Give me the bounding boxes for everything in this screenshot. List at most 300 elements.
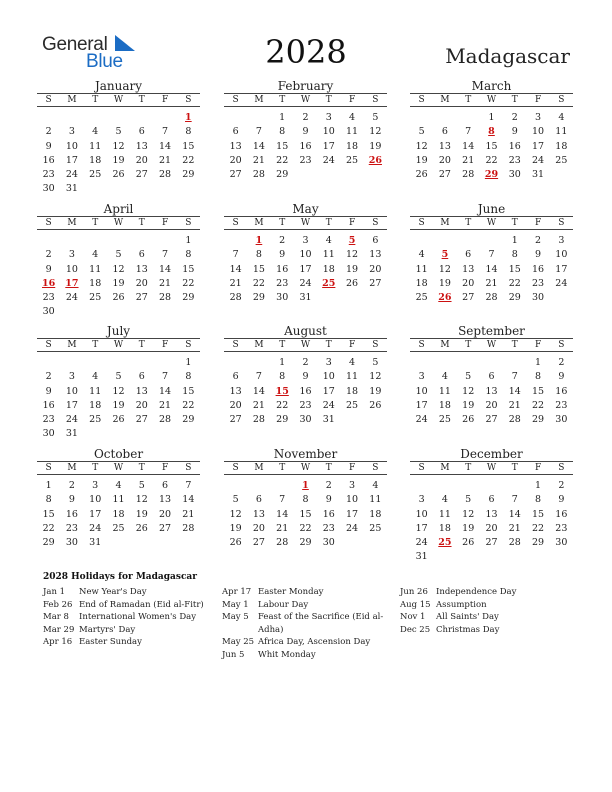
day-cell: 21 xyxy=(462,154,475,166)
weekday-label: S xyxy=(418,340,425,350)
holiday-day-cell: 25 xyxy=(438,537,452,549)
day-cell: 1 xyxy=(279,112,286,123)
day-cell: 21 xyxy=(159,277,172,289)
day-cell: 19 xyxy=(112,277,125,289)
day-grid xyxy=(224,111,387,182)
month-title: February xyxy=(277,79,334,93)
day-cell: 2 xyxy=(325,480,332,491)
day-cell: 28 xyxy=(485,292,498,304)
day-cell: 27 xyxy=(229,169,242,181)
day-cell: 22 xyxy=(252,277,265,289)
empty-day-cell xyxy=(433,234,456,248)
day-cell: 19 xyxy=(462,399,475,411)
holiday-name: Assumption xyxy=(436,599,487,610)
day-cell: 18 xyxy=(555,140,568,152)
day-cell: 2 xyxy=(45,126,52,138)
day-cell: 10 xyxy=(532,126,545,138)
month-title: November xyxy=(273,447,338,461)
day-cell: 31 xyxy=(415,551,428,563)
day-cell: 11 xyxy=(555,126,568,138)
day-cell: 18 xyxy=(438,522,451,534)
weekday-header xyxy=(37,338,200,352)
day-cell: 18 xyxy=(346,385,359,397)
day-cell: 17 xyxy=(415,399,428,411)
day-cell: 20 xyxy=(252,522,265,534)
day-cell: 25 xyxy=(555,154,568,166)
empty-day-cell xyxy=(107,234,130,248)
day-cell: 30 xyxy=(65,537,78,549)
day-cell: 7 xyxy=(162,126,169,138)
logo-text-general: General xyxy=(42,34,108,55)
day-grid xyxy=(224,356,387,427)
day-cell: 19 xyxy=(229,522,242,534)
day-cell: 2 xyxy=(558,480,565,491)
month-title: June xyxy=(477,202,506,216)
month-title: March xyxy=(471,79,512,93)
day-cell: 21 xyxy=(252,154,265,166)
day-cell: 12 xyxy=(369,126,382,138)
empty-day-cell xyxy=(271,479,294,493)
day-cell: 10 xyxy=(415,508,428,520)
weekday-label: S xyxy=(185,95,192,105)
holiday-day-cell: 16 xyxy=(42,277,56,289)
day-cell: 1 xyxy=(185,235,192,246)
day-cell: 23 xyxy=(532,277,545,289)
holiday-day-cell: 29 xyxy=(484,169,499,181)
day-cell: 18 xyxy=(89,399,102,411)
day-cell: 17 xyxy=(65,399,78,411)
day-cell: 26 xyxy=(462,537,475,549)
day-cell: 10 xyxy=(322,371,335,383)
day-cell: 20 xyxy=(485,522,498,534)
holiday-name: Easter Monday xyxy=(258,587,324,597)
month-april xyxy=(37,202,200,320)
holiday-day-cell: 25 xyxy=(322,277,336,289)
day-cell: 3 xyxy=(325,112,332,123)
empty-day-cell xyxy=(130,234,153,248)
day-cell: 8 xyxy=(279,371,286,383)
day-cell: 4 xyxy=(92,249,99,261)
holiday-item xyxy=(400,611,572,624)
day-cell: 6 xyxy=(465,249,472,261)
day-cell: 21 xyxy=(182,508,195,520)
day-cell: 27 xyxy=(485,537,498,549)
day-grid xyxy=(410,111,573,182)
day-cell: 13 xyxy=(229,140,242,152)
day-cell: 6 xyxy=(138,126,145,138)
day-cell: 8 xyxy=(279,126,286,138)
day-cell: 11 xyxy=(89,385,102,397)
holiday-item xyxy=(222,649,394,662)
holiday-name: Feast of the Sacrifice (Eid al-Adha) xyxy=(258,612,384,635)
empty-day-cell xyxy=(224,111,247,125)
empty-day-cell xyxy=(433,356,456,370)
weekday-label: T xyxy=(511,218,518,228)
day-cell: 24 xyxy=(322,399,335,411)
empty-day-cell xyxy=(503,479,526,493)
day-cell: 23 xyxy=(276,277,289,289)
day-cell: 7 xyxy=(255,126,262,138)
holiday-name: Christmas Day xyxy=(436,624,500,635)
weekday-label: T xyxy=(511,463,518,473)
day-cell: 23 xyxy=(42,292,55,304)
day-cell: 22 xyxy=(299,522,312,534)
day-cell: 21 xyxy=(276,522,289,534)
day-cell: 12 xyxy=(462,508,475,520)
day-cell: 25 xyxy=(89,292,102,304)
day-cell: 2 xyxy=(302,357,309,368)
day-cell: 29 xyxy=(182,414,195,426)
weekday-label: T xyxy=(511,340,518,350)
holiday-column xyxy=(400,586,572,636)
day-cell: 15 xyxy=(485,140,498,152)
day-cell: 13 xyxy=(485,508,498,520)
holiday-name: Whit Monday xyxy=(258,649,316,660)
holiday-name: Independence Day xyxy=(436,587,517,597)
day-cell: 1 xyxy=(45,480,52,491)
day-cell: 4 xyxy=(418,249,425,261)
day-cell: 30 xyxy=(299,414,312,426)
weekday-label: S xyxy=(372,340,379,350)
day-cell: 24 xyxy=(299,277,312,289)
day-cell: 22 xyxy=(485,154,498,166)
weekday-label: T xyxy=(465,340,472,350)
empty-day-cell xyxy=(480,479,503,493)
day-cell: 27 xyxy=(135,292,148,304)
day-cell: 3 xyxy=(325,357,332,368)
day-cell: 21 xyxy=(159,154,172,166)
day-cell: 7 xyxy=(162,249,169,261)
weekday-header xyxy=(37,461,200,475)
day-cell: 26 xyxy=(415,169,428,181)
weekday-label: M xyxy=(440,95,450,105)
day-cell: 20 xyxy=(159,508,172,520)
weekday-label: M xyxy=(440,340,450,350)
weekday-label: T xyxy=(325,463,332,473)
weekday-label: M xyxy=(67,218,77,228)
day-cell: 7 xyxy=(255,371,262,383)
day-cell: 25 xyxy=(89,169,102,181)
month-february xyxy=(224,79,387,182)
holiday-day-cell: 26 xyxy=(438,292,452,304)
day-cell: 17 xyxy=(555,263,568,275)
day-cell: 3 xyxy=(92,480,99,491)
day-cell: 23 xyxy=(299,399,312,411)
holiday-date: Jan 1 xyxy=(43,587,66,597)
weekday-label: T xyxy=(511,95,518,105)
day-cell: 29 xyxy=(299,537,312,549)
weekday-label: T xyxy=(325,218,332,228)
day-cell: 19 xyxy=(462,522,475,534)
day-cell: 12 xyxy=(112,385,125,397)
holiday-date: Nov 1 xyxy=(400,612,426,623)
day-grid xyxy=(410,356,573,427)
day-cell: 14 xyxy=(159,140,172,152)
weekday-label: M xyxy=(440,463,450,473)
empty-day-cell xyxy=(457,234,480,248)
day-cell: 19 xyxy=(112,399,125,411)
empty-day-cell xyxy=(130,356,153,370)
day-cell: 14 xyxy=(462,140,475,152)
day-cell: 11 xyxy=(438,508,451,520)
empty-day-cell xyxy=(84,234,107,248)
day-cell: 29 xyxy=(532,537,545,549)
day-cell: 11 xyxy=(89,263,102,275)
day-cell: 12 xyxy=(229,508,242,520)
day-cell: 28 xyxy=(508,414,521,426)
weekday-label: S xyxy=(45,95,52,105)
day-cell: 24 xyxy=(89,522,102,534)
weekday-label: M xyxy=(67,95,77,105)
day-cell: 30 xyxy=(555,414,568,426)
day-cell: 1 xyxy=(279,357,286,368)
day-cell: 8 xyxy=(185,371,192,383)
day-cell: 30 xyxy=(42,306,55,318)
day-cell: 4 xyxy=(92,371,99,383)
day-cell: 1 xyxy=(535,480,542,491)
weekday-label: W xyxy=(113,340,124,350)
day-cell: 10 xyxy=(299,249,312,261)
day-grid xyxy=(37,356,200,442)
day-cell: 6 xyxy=(488,371,495,383)
day-cell: 15 xyxy=(532,508,545,520)
day-cell: 23 xyxy=(65,522,78,534)
day-cell: 12 xyxy=(438,263,451,275)
day-cell: 11 xyxy=(346,126,359,138)
day-cell: 26 xyxy=(229,537,242,549)
day-cell: 18 xyxy=(89,154,102,166)
holiday-day-cell: 5 xyxy=(348,235,356,246)
holiday-item xyxy=(43,586,215,599)
day-cell: 5 xyxy=(138,480,145,491)
weekday-label: S xyxy=(558,463,565,473)
empty-day-cell xyxy=(247,111,270,125)
day-cell: 3 xyxy=(558,235,565,246)
day-cell: 30 xyxy=(508,169,521,181)
holiday-date: Mar 29 xyxy=(43,624,75,635)
day-cell: 10 xyxy=(322,126,335,138)
day-cell: 15 xyxy=(182,263,195,275)
day-cell: 6 xyxy=(372,235,379,246)
weekday-label: W xyxy=(113,218,124,228)
day-cell: 15 xyxy=(182,385,195,397)
day-cell: 13 xyxy=(135,140,148,152)
weekday-label: F xyxy=(534,218,542,228)
weekday-label: W xyxy=(113,463,124,473)
empty-day-cell xyxy=(153,234,176,248)
month-june xyxy=(410,202,573,305)
weekday-header xyxy=(224,216,387,230)
day-cell: 7 xyxy=(279,494,286,506)
day-cell: 12 xyxy=(415,140,428,152)
day-cell: 11 xyxy=(369,494,382,506)
day-cell: 17 xyxy=(346,508,359,520)
day-cell: 3 xyxy=(418,494,425,506)
day-cell: 21 xyxy=(508,399,521,411)
day-cell: 4 xyxy=(115,480,122,491)
day-cell: 28 xyxy=(276,537,289,549)
day-cell: 25 xyxy=(346,154,359,166)
holiday-item xyxy=(43,636,215,649)
day-cell: 4 xyxy=(349,357,356,368)
day-cell: 4 xyxy=(441,371,448,383)
day-cell: 20 xyxy=(485,399,498,411)
day-cell: 4 xyxy=(325,235,332,246)
day-cell: 11 xyxy=(415,263,428,275)
day-cell: 28 xyxy=(159,414,172,426)
day-cell: 7 xyxy=(162,371,169,383)
day-cell: 21 xyxy=(252,399,265,411)
day-cell: 25 xyxy=(89,414,102,426)
empty-day-cell xyxy=(60,234,83,248)
empty-day-cell xyxy=(457,356,480,370)
day-cell: 16 xyxy=(555,508,568,520)
day-cell: 12 xyxy=(135,494,148,506)
day-cell: 22 xyxy=(276,399,289,411)
day-cell: 8 xyxy=(185,126,192,138)
day-cell: 28 xyxy=(252,169,265,181)
weekday-label: T xyxy=(465,95,472,105)
holiday-name: International Women's Day xyxy=(79,612,197,623)
month-title: September xyxy=(458,324,525,338)
day-cell: 16 xyxy=(508,140,521,152)
weekday-label: T xyxy=(138,95,145,105)
weekday-label: F xyxy=(534,340,542,350)
weekday-label: S xyxy=(185,463,192,473)
weekday-label: W xyxy=(486,463,497,473)
day-cell: 18 xyxy=(438,399,451,411)
day-cell: 2 xyxy=(511,112,518,123)
weekday-label: F xyxy=(161,340,169,350)
weekday-header xyxy=(410,338,573,352)
day-cell: 27 xyxy=(135,414,148,426)
month-january xyxy=(37,79,200,197)
day-cell: 9 xyxy=(535,249,542,261)
day-cell: 18 xyxy=(369,508,382,520)
day-cell: 25 xyxy=(415,292,428,304)
day-cell: 22 xyxy=(532,399,545,411)
day-cell: 26 xyxy=(112,292,125,304)
holiday-day-cell: 15 xyxy=(275,385,289,397)
day-cell: 25 xyxy=(369,522,382,534)
day-cell: 16 xyxy=(42,154,55,166)
day-grid xyxy=(224,479,387,550)
weekday-label: W xyxy=(300,463,311,473)
weekday-label: S xyxy=(45,463,52,473)
day-cell: 8 xyxy=(255,249,262,261)
day-cell: 21 xyxy=(229,277,242,289)
day-cell: 7 xyxy=(488,249,495,261)
weekday-header xyxy=(224,93,387,107)
day-cell: 14 xyxy=(508,508,521,520)
day-cell: 27 xyxy=(462,292,475,304)
day-grid xyxy=(224,234,387,305)
day-cell: 23 xyxy=(555,399,568,411)
holiday-date: May 25 xyxy=(222,637,255,648)
holiday-date: Apr 16 xyxy=(43,637,73,648)
day-cell: 13 xyxy=(159,494,172,506)
day-cell: 2 xyxy=(45,371,52,383)
day-cell: 8 xyxy=(511,249,518,261)
day-cell: 3 xyxy=(349,480,356,491)
empty-day-cell xyxy=(130,111,153,125)
empty-day-cell xyxy=(457,111,480,125)
empty-day-cell xyxy=(433,479,456,493)
weekday-label: T xyxy=(138,340,145,350)
day-cell: 9 xyxy=(558,371,565,383)
day-cell: 5 xyxy=(232,494,239,506)
day-cell: 20 xyxy=(135,399,148,411)
empty-day-cell xyxy=(224,234,247,248)
day-cell: 20 xyxy=(438,154,451,166)
month-september xyxy=(410,324,573,427)
day-cell: 24 xyxy=(555,277,568,289)
day-cell: 2 xyxy=(45,249,52,261)
day-cell: 27 xyxy=(159,522,172,534)
day-cell: 9 xyxy=(45,385,52,397)
holiday-day-cell: 1 xyxy=(302,480,309,491)
day-grid xyxy=(37,234,200,320)
weekday-label: T xyxy=(92,218,99,228)
day-cell: 2 xyxy=(68,480,75,491)
day-cell: 19 xyxy=(369,385,382,397)
day-cell: 20 xyxy=(135,277,148,289)
day-cell: 12 xyxy=(346,249,359,261)
holiday-date: Aug 15 xyxy=(400,599,431,610)
day-cell: 30 xyxy=(42,183,55,195)
day-cell: 24 xyxy=(65,414,78,426)
logo-text-blue: Blue xyxy=(86,51,123,72)
day-cell: 26 xyxy=(112,414,125,426)
day-cell: 7 xyxy=(185,480,192,491)
weekday-label: W xyxy=(486,95,497,105)
day-cell: 17 xyxy=(299,263,312,275)
day-cell: 26 xyxy=(369,399,382,411)
weekday-label: S xyxy=(232,218,239,228)
weekday-label: T xyxy=(465,463,472,473)
day-cell: 16 xyxy=(65,508,78,520)
day-cell: 23 xyxy=(42,169,55,181)
day-cell: 18 xyxy=(89,277,102,289)
empty-day-cell xyxy=(60,356,83,370)
weekday-label: W xyxy=(300,218,311,228)
weekday-label: S xyxy=(45,218,52,228)
empty-day-cell xyxy=(247,479,270,493)
weekday-header xyxy=(410,216,573,230)
day-cell: 27 xyxy=(369,277,382,289)
holiday-name: Africa Day, Ascension Day xyxy=(258,637,371,648)
day-cell: 24 xyxy=(346,522,359,534)
month-title: April xyxy=(103,202,134,216)
day-cell: 16 xyxy=(42,399,55,411)
day-cell: 3 xyxy=(68,371,75,383)
day-cell: 13 xyxy=(438,140,451,152)
weekday-label: T xyxy=(138,463,145,473)
empty-day-cell xyxy=(107,111,130,125)
day-cell: 29 xyxy=(252,292,265,304)
day-cell: 28 xyxy=(229,292,242,304)
holiday-column xyxy=(222,586,394,662)
day-cell: 13 xyxy=(369,249,382,261)
day-cell: 7 xyxy=(465,126,472,138)
day-cell: 20 xyxy=(229,154,242,166)
empty-day-cell xyxy=(60,111,83,125)
holiday-date: Feb 26 xyxy=(43,599,73,610)
day-cell: 16 xyxy=(555,385,568,397)
day-cell: 12 xyxy=(112,140,125,152)
day-cell: 30 xyxy=(555,537,568,549)
day-cell: 29 xyxy=(182,292,195,304)
